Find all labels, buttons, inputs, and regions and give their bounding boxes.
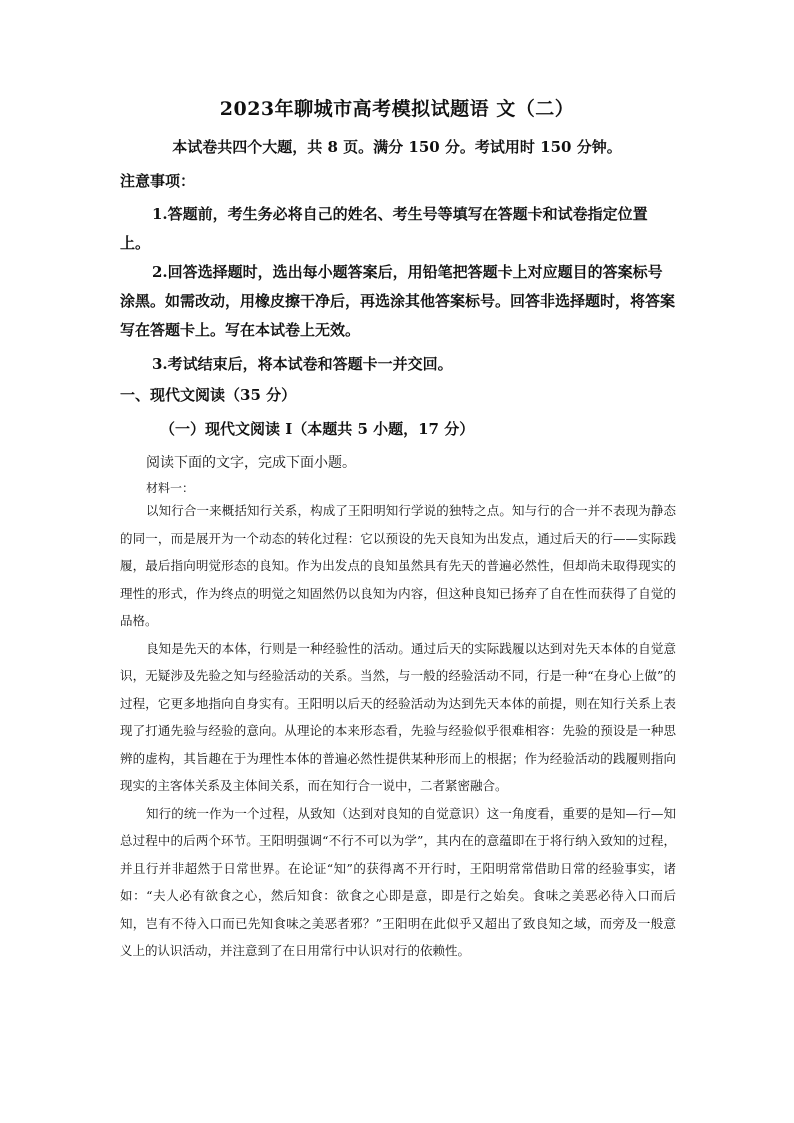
note-item-1: 1.答题前，考生务必将自己的姓名、考生号等填写在答题卡和试卷指定位置上。 [120,205,648,252]
material-label: 材料一： [146,481,195,495]
material-paragraph-1: 以知行合一来概括知行关系，构成了王阳明知行学说的独特之点。知与行的合一并不表现为静态的同一，而是展开为一个动态的转化过程：它以预设的先天良知为出发点，通过后天的行——实际践履，最后指向明觉形态的良知。作为出发点的良知虽然具有先天的普遍必然性，但却尚未取得现实的理性的形式，作为终点的明觉之知固然仍以良知为内容，但这种良知已扬弃了自在性而获得了自觉的品格。 [120,503,676,628]
material-paragraph-2: 良知是先天的本体，行则是一种经验性的活动。通过后天的实际践履以达到对先天本体的自觉意识，无疑涉及先验之知与经验活动的关系。当然，与一般的经验活动不同，行是一种“在身心上做”的过程，它更多地指向自身实有。王阳明以后天的经验活动为达到先天本体的前提，则在知行关系上表现了打通先验与经验的意向。从理论的本来形态看，先验与经验似乎很难相容：先验的预设是一种思辨的虚构，其旨趣在于为理性本体的普遍必然性提供某种形而上的根据；作为经验活动的践履则指向现实的主客体关系及主体间关系，而在知行合一说中，二者紧密融合。 [120,640,676,793]
notes-heading: 注意事项： [120,172,196,190]
reading-instruction: 阅读下面的文字，完成下面小题。 [146,455,356,471]
section-title: 一、现代文阅读（35 分） [120,386,297,404]
material-paragraph-3: 知行的统一作为一个过程，从致知（达到对良知的自觉意识）这一角度看，重要的是知—行—知总过程中的后两个环节。王阳明强调“不行不可以为学”，其内在的意蕴即在于将行纳入致知的过程，并且行并非超然于日常世界。在论证“知”的获得离不开行时，王阳明常常借助日常的经验事实，诸如：“夫人必有欲食之心，然后知食：欲食之心即是意，即是行之始矣。食味之美恶必待入口而后知，岂有不待入口而已先知食味之美恶者邪？”王阳明在此似乎又超出了致良知之域，而旁及一般意义上的认识活动，并注意到了在日用常行中认识对行的依赖性。 [120,805,676,958]
page-title: 2023年聊城市高考模拟试题语 文（二） [219,98,575,120]
material-body [120,497,676,965]
subsection-title: （一）现代文阅读 I（本题共 5 小题，17 分） [160,420,475,438]
exam-info: 本试卷共四个大题，共 8 页。满分 150 分。考试用时 150 分钟。 [172,138,622,156]
note-item-3: 3.考试结束后，将本试卷和答题卡一并交回。 [152,355,453,373]
note-item-2: 2.回答选择题时，选出每小题答案后，用铅笔把答题卡上对应题目的答案标号涂黑。如需改动，用橡皮擦干净后，再选涂其他答案标号。回答非选择题时，将答案写在答题卡上。写在本试卷上无效。 [120,263,676,339]
